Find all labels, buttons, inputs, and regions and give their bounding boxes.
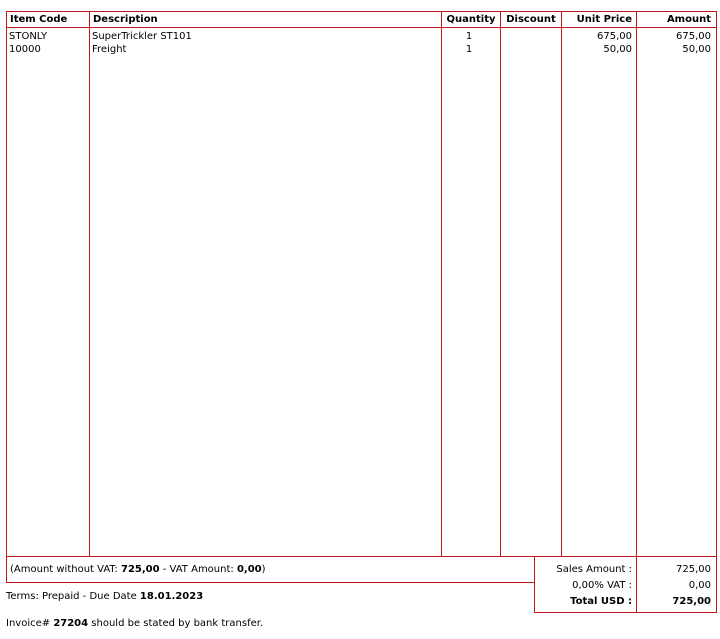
vat-value: 0,00 [688, 580, 711, 591]
cell-description: SuperTrickler ST101 [92, 31, 192, 42]
cell-description: Freight [92, 44, 127, 55]
header-discount: Discount [506, 14, 556, 25]
vat-amount: 0,00 [236, 564, 262, 575]
sales-amount-value: 725,00 [676, 564, 711, 575]
total-value: 725,00 [672, 596, 711, 607]
cell-amount: 50,00 [682, 44, 711, 55]
total-label: Total USD : [570, 596, 632, 607]
cell-quantity: 1 [465, 44, 473, 55]
cell-item-code: 10000 [9, 44, 41, 55]
header-item-code: Item Code [10, 14, 68, 25]
invoice-note: Invoice# 27204 should be stated by bank transfer. [6, 618, 264, 629]
invoice-number: 27204 [53, 618, 89, 629]
payment-terms: Terms: Prepaid - Due Date 18.01.2023 [6, 591, 204, 602]
header-quantity: Quantity [446, 14, 496, 25]
vat-summary: (Amount without VAT: 725,00 - VAT Amount: 0,00) [10, 564, 266, 575]
sales-amount-label: Sales Amount : [556, 564, 632, 575]
cell-unit-price: 675,00 [597, 31, 632, 42]
cell-unit-price: 50,00 [603, 44, 632, 55]
cell-item-code: STONLY [9, 31, 48, 42]
cell-amount: 675,00 [676, 31, 711, 42]
header-description: Description [93, 14, 158, 25]
cell-quantity: 1 [465, 31, 473, 42]
header-unit-price: Unit Price [576, 14, 632, 25]
due-date: 18.01.2023 [139, 591, 204, 602]
amount-without-vat: 725,00 [120, 564, 160, 575]
header-amount: Amount [666, 14, 711, 25]
vat-label: 0,00% VAT : [572, 580, 632, 591]
